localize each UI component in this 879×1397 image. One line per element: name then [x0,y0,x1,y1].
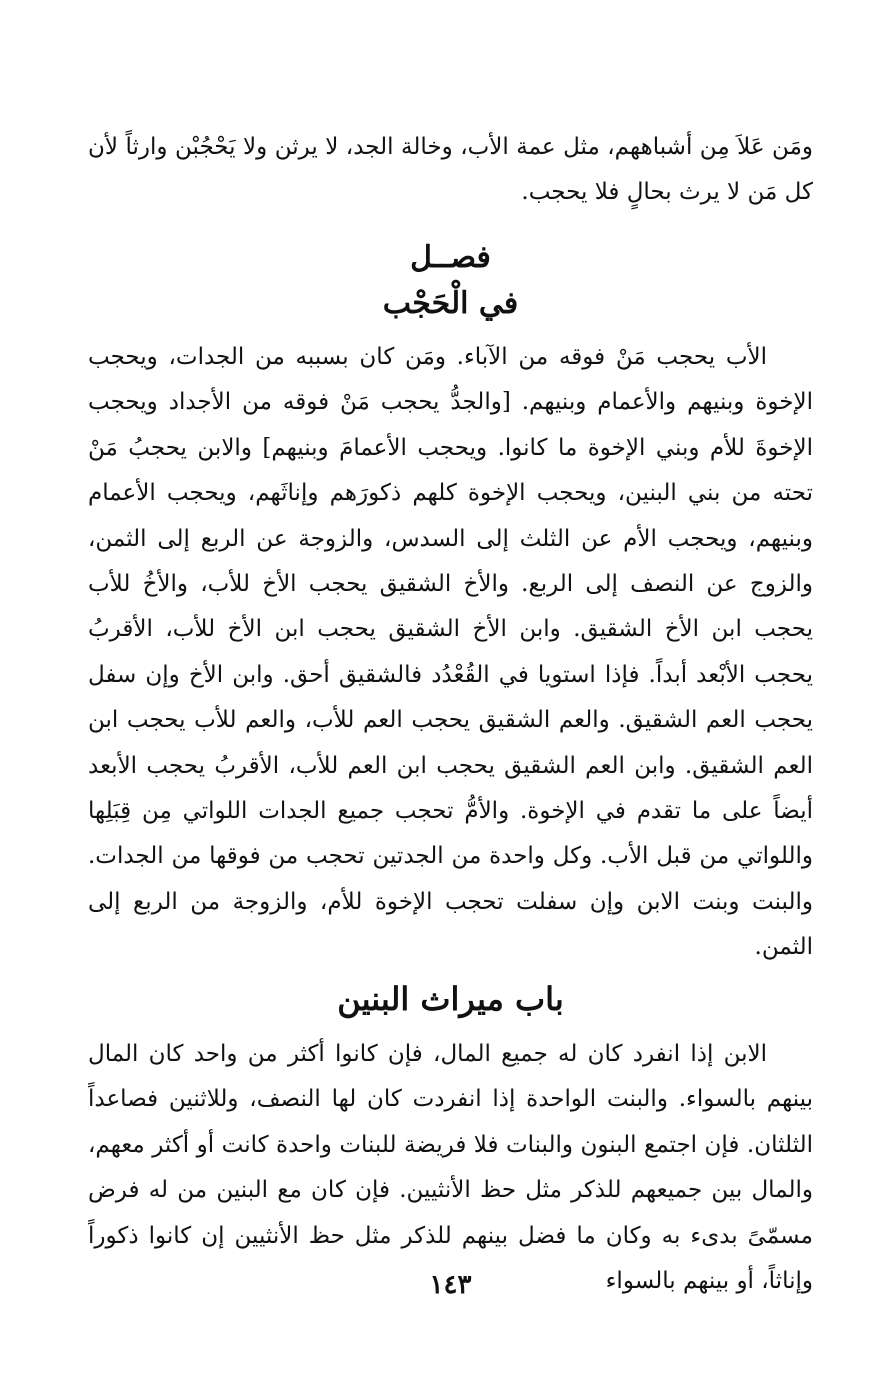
section-title: في الْحَجْب [382,286,519,321]
document-page [88,0,813,1397]
chapter-title: باب ميراث البنين [337,980,564,1018]
page-number: ١٤٣ [429,1270,472,1300]
intro-paragraph: ومَن عَلاَ مِن أشباههم، مثل عمة الأب، وخالة الجد، لا يرثن ولا يَحْجُبْن وارثاً لأن كل مَن لا يرث بحالٍ فلا يحجب. [88,134,813,206]
hajb-paragraph: الأب يحجب مَنْ فوقه من الآباء. ومَن كان بسببه من الجدات، ويحجب الإخوة وبنيهم والأعمام وبنيهم. [والجدُّ يحجب مَنْ فوقه من الأجداد ويحجب الإخوةَ للأم وبني الإخوة ما كانوا. ويحجب الأعمامَ وبنيهم] والابن يحجبُ مَنْ تحته من بني البنين، ويحجب الإخوة كلهم ذكورَهم وإناثَهم، ويحجب الأعمام وبنيهم، ويحجب الأم عن الثلث إلى السدس، والزوجة عن الربع إلى الثمن، والزوج عن النصف إلى الربع. والأخ الشقيق يحجب الأخ للأب، والأخُ للأب يحجب ابن الأخ الشقيق. وابن الأخ الشقيق يحجب ابن الأخ للأب، الأقربُ يحجب الأبْعد أبداً. فإذا استويا في القُعْدُد فالشقيق أحق. وابن الأخ وإن سفل يحجب العم الشقيق. والعم الشقيق يحجب العم للأب، والعم للأب يحجب ابن العم الشقيق. وابن العم الشقيق يحجب ابن العم للأب، الأقربُ يحجب الأبعد أيضاً على ما تقدم في الإخوة. والأمُّ تحجب جميع الجدات اللواتي مِن قِبَلِها واللواتي من قبل الأب. وكل واحدة من الجدتين تحجب من فوقها من الجدات. والبنت وبنت الابن وإن سفلت تحجب الإخوة للأم، والزوجة من الربع إلى الثمن. [88,344,813,961]
section-label: فصــل [410,240,491,275]
bab-paragraph: الابن إذا انفرد كان له جميع المال، فإن كانوا أكثر من واحد كان المال بينهم بالسواء. والبنت الواحدة إذا انفردت كان لها النصف، وللاثنين فصاعداً الثلثان. فإن اجتمع البنون والبنات فلا فريضة للبنات واحدة كانت أو أكثر معهم، والمال بين جميعهم للذكر مثل حظ الأنثيين. فإن كان مع البنين من له فرض مسمّىً بدىء به وكان ما فضل بينهم للذكر مثل حظ الأنثيين إن كانوا ذكوراً وإناثاً، أو بينهم بالسواء [88,1041,813,1295]
